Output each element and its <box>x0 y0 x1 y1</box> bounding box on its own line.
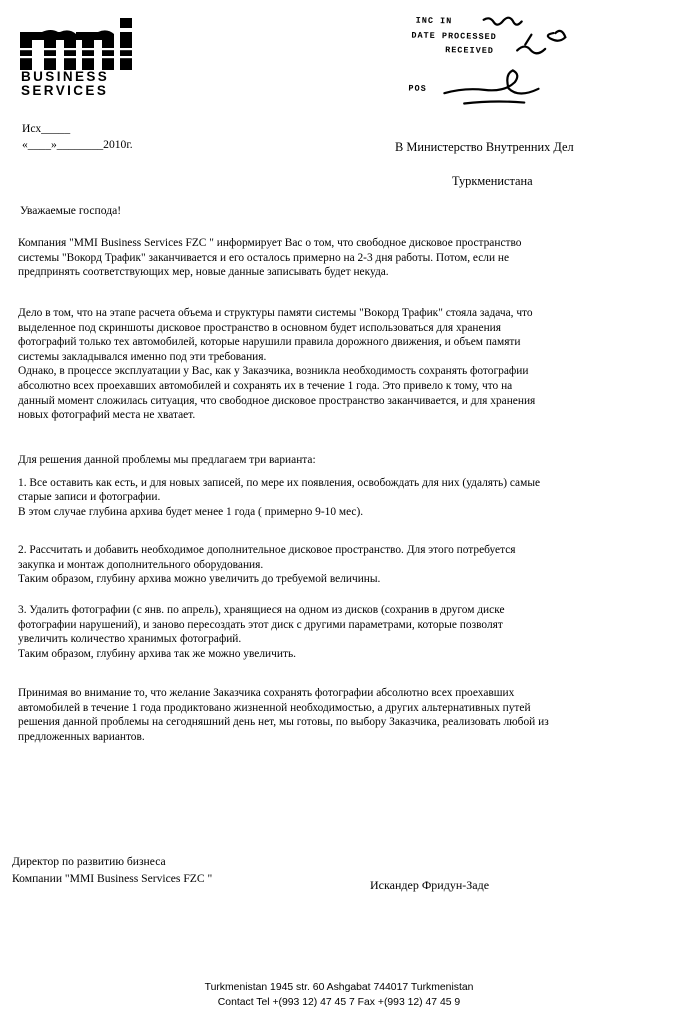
logo-line-services: SERVICES <box>21 83 109 98</box>
paragraph-line: 3. Удалить фотографии (с янв. по апрель), хранящиеся на одном из дисков (сохранив в другом диске <box>18 604 505 616</box>
stamp-line-date-processed: DATE PROCESSED <box>411 30 497 43</box>
paragraph-line: В этом случае глубина архива будет менее 1 года ( примерно 9-10 мес). <box>18 505 364 518</box>
logo-wordmark: mmi <box>20 5 50 22</box>
addressee-line-1: В Министерство Внутренних Дел <box>395 140 574 154</box>
paragraph-line: предложенных вариантов. <box>18 730 145 743</box>
stamp-handwriting-icon <box>404 12 581 105</box>
paragraph-line: Принимая во внимание то, что желание Заказчика сохранять фотографии абсолютно всех проехавших <box>18 687 515 699</box>
paragraph-line: 1. Все оставить как есть, и для новых записей, по мере их появления, освобождать для них (удалять) самые <box>18 476 541 489</box>
paragraph-line: выделенное под скриншоты дисковое пространство в основном будет использоваться для хранения <box>18 321 502 334</box>
paragraph-line: Компания "MMI Business Services FZC " информирует Вас о том, что свободное дисковое пространство <box>18 237 522 249</box>
paragraph-line: данный момент сложилась ситуация, что свободное дисковое пространство заканчивается, и для хранения <box>18 394 536 407</box>
signatory-title-line-2: Компании "MMI Business Services FZC " <box>12 871 213 885</box>
addressee-line-2: Туркменистана <box>452 174 533 188</box>
paragraph-line: решения данной проблемы на сегодняшний день нет, мы готовы, по выбору Заказчика, реализовать любой из <box>18 716 549 729</box>
footer-address: Turkmenistan 1945 str. 60 Ashgabat 744017 Turkmenistan <box>204 982 474 993</box>
letterhead-footer <box>0 980 678 1010</box>
received-stamp <box>404 12 581 105</box>
paragraph-line: фотографий только тех автомобилей, которые нарушили правила дорожного движения, и объем памяти <box>18 336 521 349</box>
outgoing-number: Исх_____ <box>22 122 71 135</box>
mmi-logo-mark <box>20 5 134 70</box>
paragraph-intro <box>18 236 678 280</box>
signatory-title <box>12 855 212 886</box>
paragraph-line: автомобилей в течение 1 года продиктовано жизненной необходимостью, а других альтернативных путей <box>18 701 531 714</box>
stamp-line-inc: INC IN <box>415 15 453 27</box>
paragraph-option-1 <box>18 453 678 519</box>
paragraph-line: фотографии нарушений), и заново пересоздать этот диск с другими параметрами, которые позволят <box>18 618 503 631</box>
company-logo <box>20 5 140 98</box>
paragraph-line: Для решения данной проблемы мы предлагаем три варианта: <box>18 454 316 466</box>
signatory-title-line-1: Директор по развитию бизнеса <box>12 855 166 868</box>
stamp-line-received: RECEIVED <box>445 45 495 57</box>
paragraph-line: увеличить количество хранимых фотографий. <box>18 633 242 646</box>
paragraph-line: старые записи и фотографии. <box>18 491 161 504</box>
signatory-name: Искандер Фридун-Заде <box>370 878 490 892</box>
paragraph-line: Таким образом, глубину архива так же можно увеличить. <box>18 647 296 660</box>
paragraph-line: новых фотографий места не хватает. <box>18 409 196 422</box>
paragraph-option-2 <box>18 543 678 587</box>
paragraph-conclusion <box>18 686 678 744</box>
paragraph-line: системы "Вокорд Трафик" заканчивается и его осталось примерно на 2-3 дня работы. Потом, если не <box>18 251 510 264</box>
stamp-line-pos: POS <box>408 83 427 94</box>
paragraph-line: 2. Рассчитать и добавить необходимое дополнительное дисковое пространство. Для этого потребуется <box>18 544 516 556</box>
logo-line-business: BUSINESS <box>21 69 110 84</box>
footer-contact: Contact Tel +(993 12) 47 45 7 Fax +(993 12) 47 45 9 <box>217 997 461 1008</box>
paragraph-line: Дело в том, что на этапе расчета объема и структуры памяти системы "Вокорд Трафик" стояла задача, что <box>18 307 533 319</box>
paragraph-line: Таким образом, глубину архива можно увеличить до требуемой величины. <box>18 573 381 586</box>
paragraph-line: системы закладывался именно под эти требования. <box>18 350 267 363</box>
paragraph-option-3 <box>18 603 678 661</box>
paragraph-line: закупка и монтаж дополнительного оборудования. <box>18 558 264 571</box>
paragraph-line: абсолютно всех проехавших автомобилей и сохранять их в течение 1 года. Это привело к тому, что на <box>18 379 513 392</box>
paragraph-background <box>18 306 678 423</box>
paragraph-line: Однако, в процессе эксплуатации у Вас, как у Заказчика, возникла необходимость сохранять фотографии <box>18 365 529 378</box>
letter-date: «____»________2010г. <box>22 138 133 151</box>
greeting: Уважаемые господа! <box>20 204 122 217</box>
paragraph-line: предпринять соответствующих мер, новые данные записывать будет некуда. <box>18 266 389 279</box>
